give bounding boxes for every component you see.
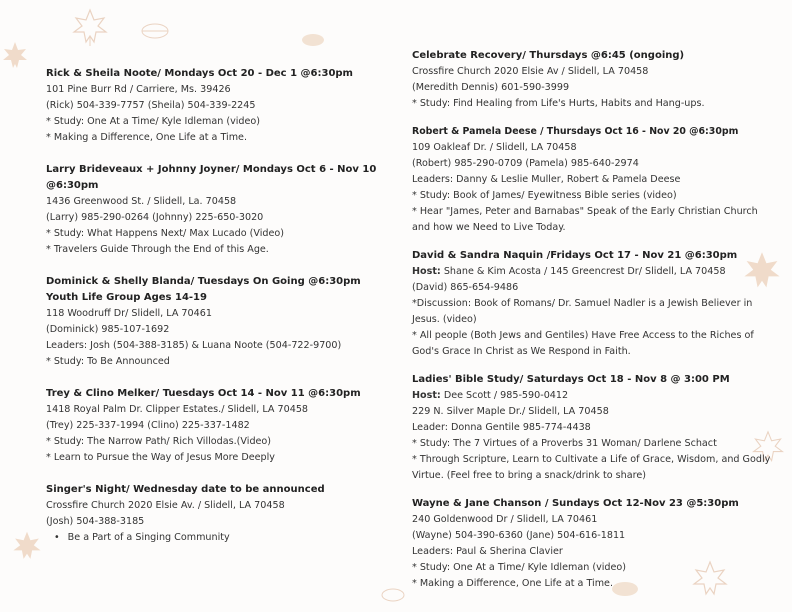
maple-leaf-icon	[0, 40, 30, 76]
group-title: Rick & Sheila Noote/ Mondays Oct 20 - Dec 1 @6:30pm	[46, 68, 353, 79]
group-title: David & Sandra Naquin /Fridays Oct 17 - Nov 21 @6:30pm	[412, 250, 738, 261]
right-column	[412, 48, 772, 604]
group-brideveaux	[46, 162, 386, 258]
group-line: * Travelers Guide Through the End of this Age.	[46, 244, 269, 255]
group-line: (Larry) 985-290-0264 (Johnny) 225-650-3020	[46, 212, 264, 223]
group-title: Robert & Pamela Deese / Thursdays Oct 16 - Nov 20 @6:30pm	[412, 126, 739, 137]
group-line: * Study: The Narrow Path/ Rich Villodas.(Video)	[46, 436, 272, 447]
group-title: Wayne & Jane Chanson / Sundays Oct 12-Nov 23 @5:30pm	[412, 498, 739, 509]
group-line: * Study: The 7 Virtues of a Proverbs 31 Woman/ Darlene Schact	[412, 438, 717, 449]
group-title: Singer's Night/ Wednesday date to be announced	[46, 484, 325, 495]
group-line: 240 Goldenwood Dr / Slidell, LA 70461	[412, 514, 598, 525]
group-line: * Study: To Be Announced	[46, 356, 170, 367]
group-line: * Study: Book of James/ Eyewitness Bible series (video)	[412, 190, 677, 201]
group-line: 1418 Royal Palm Dr. Clipper Estates./ Slidell, LA 70458	[46, 404, 309, 415]
group-singers-night	[46, 482, 386, 546]
oak-leaf-icon	[300, 30, 326, 50]
group-title: Larry Brideveaux + Johnny Joyner/ Mondays Oct 6 - Nov 10 @6:30pm	[46, 164, 377, 191]
group-title: Celebrate Recovery/ Thursdays @6:45 (ongoing)	[412, 50, 685, 61]
group-line: (Dominick) 985-107-1692	[46, 324, 170, 335]
group-line: (Rick) 504-339-7757 (Sheila) 504-339-2245	[46, 100, 256, 111]
group-line: * All people (Both Jews and Gentiles) Have Free Access to the Riches of God's Grace In Christ as We Respond in Faith.	[412, 330, 757, 357]
host-line	[412, 264, 772, 280]
group-line: * Study: Find Healing from Life's Hurts, Habits and Hang-ups.	[412, 98, 705, 109]
host-line	[412, 388, 772, 404]
group-line: 229 N. Silver Maple Dr./ Slidell, LA 70458	[412, 406, 609, 417]
group-line: * Hear "James, Peter and Barnabas" Speak of the Early Christian Church and how we Need to Live Today.	[412, 206, 761, 233]
group-melker	[46, 386, 386, 466]
group-line: 118 Woodruff Dr/ Slidell, LA 70461	[46, 308, 212, 319]
group-line: 101 Pine Burr Rd / Carriere, Ms. 39426	[46, 84, 231, 95]
group-naquin	[412, 248, 772, 360]
group-line: 1436 Greenwood St. / Slidell, La. 70458	[46, 196, 237, 207]
host-text: Shane & Kim Acosta / 145 Greencrest Dr/ Slidell, LA 70458	[440, 266, 726, 277]
group-line: * Learn to Pursue the Way of Jesus More Deeply	[46, 452, 275, 463]
group-line: Leaders: Josh (504-388-3185) & Luana Noote (504-722-9700)	[46, 340, 342, 351]
oak-leaf-icon	[140, 20, 170, 42]
group-line: (Robert) 985-290-0709 (Pamela) 985-640-2974	[412, 158, 639, 169]
group-title: Ladies' Bible Study/ Saturdays Oct 18 - Nov 8 @ 3:00 PM	[412, 374, 730, 385]
group-title: Trey & Clino Melker/ Tuesdays Oct 14 - Nov 11 @6:30pm	[46, 388, 361, 399]
bullet-item: • Be a Part of a Singing Community	[46, 530, 386, 546]
host-label: Host:	[412, 266, 441, 277]
group-line: (Wayne) 504-390-6360 (Jane) 504-616-1811	[412, 530, 626, 541]
group-line: Crossfire Church 2020 Elsie Av / Slidell, LA 70458	[412, 66, 649, 77]
group-line: (Josh) 504-388-3185	[46, 516, 145, 527]
group-line: (Meredith Dennis) 601-590-3999	[412, 82, 570, 93]
group-line: (David) 865-654-9486	[412, 282, 519, 293]
group-line: * Study: One At a Time/ Kyle Idleman (video)	[412, 562, 627, 573]
left-column	[46, 66, 386, 562]
group-blanda	[46, 274, 386, 370]
group-line: (Trey) 225-337-1994 (Clino) 225-337-1482	[46, 420, 250, 431]
group-line: *Discussion: Book of Romans/ Dr. Samuel Nadler is a Jewish Believer in Jesus. (video)	[412, 298, 756, 325]
host-text: Dee Scott / 985-590-0412	[440, 390, 569, 401]
group-line: 109 Oakleaf Dr. / Slidell, LA 70458	[412, 142, 577, 153]
host-label: Host:	[412, 390, 441, 401]
group-celebrate-recovery	[412, 48, 772, 112]
group-line: Leaders: Paul & Sherina Clavier	[412, 546, 563, 557]
maple-leaf-icon	[70, 8, 110, 48]
group-line: * Study: One At a Time/ Kyle Idleman (video)	[46, 116, 261, 127]
group-line: Leaders: Danny & Leslie Muller, Robert & Pamela Deese	[412, 174, 681, 185]
group-noote	[46, 66, 386, 146]
group-line: * Making a Difference, One Life at a Time.	[46, 132, 247, 143]
group-deese	[412, 124, 772, 236]
group-title: Dominick & Shelly Blanda/ Tuesdays On Going @6:30pm Youth Life Group Ages 14-19	[46, 276, 361, 303]
group-line: * Study: What Happens Next/ Max Lucado (Video)	[46, 228, 284, 239]
group-line: * Through Scripture, Learn to Cultivate a Life of Grace, Wisdom, and Godly Virtue. (Feel free to bring a snack/drink to share)	[412, 454, 774, 481]
maple-leaf-icon	[10, 530, 44, 564]
group-line: Crossfire Church 2020 Elsie Av. / Slidell, LA 70458	[46, 500, 285, 511]
group-ladies-bible-study	[412, 372, 772, 484]
oak-leaf-icon	[380, 585, 406, 605]
group-line: * Making a Difference, One Life at a Time.	[412, 578, 613, 589]
group-line: Leader: Donna Gentile 985-774-4438	[412, 422, 591, 433]
group-chanson	[412, 496, 772, 592]
